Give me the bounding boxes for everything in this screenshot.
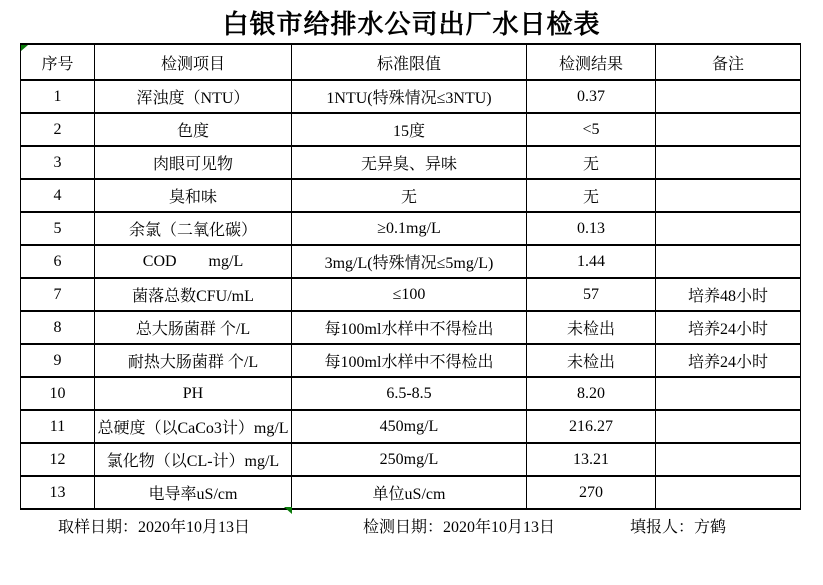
cell-result[interactable]: 13.21 — [527, 443, 656, 476]
column-header[interactable]: 检测结果 — [527, 44, 656, 80]
sampling-date-text: 取样日期：2020年10月13日 — [58, 519, 251, 536]
cell-note[interactable]: 培养24小时 — [656, 344, 801, 377]
cell-note[interactable] — [656, 80, 801, 113]
footer — [0, 514, 823, 536]
cell-serial[interactable]: 5 — [21, 212, 95, 245]
table-row — [21, 278, 801, 311]
cell-limit[interactable]: 450mg/L — [292, 410, 527, 443]
table-row — [21, 443, 801, 476]
cell-result[interactable]: 0.37 — [527, 80, 656, 113]
cell-result[interactable]: 8.20 — [527, 377, 656, 410]
cell-limit[interactable]: ≤100 — [292, 278, 527, 311]
cell-result[interactable]: 57 — [527, 278, 656, 311]
table-row — [21, 476, 801, 509]
cell-item[interactable]: 菌落总数CFU/mL — [95, 278, 292, 311]
cell-item[interactable]: 色度 — [95, 113, 292, 146]
test-date-text: 检测日期：2020年10月13日 — [363, 519, 556, 536]
cell-limit[interactable]: 15度 — [292, 113, 527, 146]
cell-item[interactable]: 电导率uS/cm — [95, 476, 292, 509]
reporter-text: 填报人：方鹤 — [630, 519, 727, 536]
column-header[interactable]: 序号 — [21, 44, 95, 80]
column-header[interactable]: 标准限值 — [292, 44, 527, 80]
cell-note[interactable] — [656, 113, 801, 146]
cell-serial[interactable]: 13 — [21, 476, 95, 509]
cell-limit[interactable]: 无 — [292, 179, 527, 212]
cell-serial[interactable]: 11 — [21, 410, 95, 443]
page-title: 白银市给排水公司出厂水日检表 — [222, 9, 601, 39]
cell-result[interactable]: 216.27 — [527, 410, 656, 443]
table-row — [21, 113, 801, 146]
cell-item[interactable]: 耐热大肠菌群 个/L — [95, 344, 292, 377]
cell-result[interactable]: 无 — [527, 179, 656, 212]
cell-result[interactable]: 未检出 — [527, 311, 656, 344]
cell-limit[interactable]: 1NTU(特殊情况≤3NTU) — [292, 80, 527, 113]
cell-serial[interactable]: 7 — [21, 278, 95, 311]
cell-limit[interactable]: 单位uS/cm — [292, 476, 527, 509]
table-row — [21, 344, 801, 377]
table-row — [21, 212, 801, 245]
cell-result[interactable]: <5 — [527, 113, 656, 146]
cell-note[interactable] — [656, 212, 801, 245]
cell-item[interactable]: PH — [95, 377, 292, 410]
cell-note[interactable] — [656, 410, 801, 443]
cell-limit[interactable]: 每100ml水样中不得检出 — [292, 311, 527, 344]
excel-marker-triangle-icon — [284, 507, 292, 514]
cell-serial[interactable]: 10 — [21, 377, 95, 410]
cell-item[interactable]: 浑浊度（NTU） — [95, 80, 292, 113]
table-row — [21, 80, 801, 113]
cell-item[interactable]: 总硬度（以CaCo3计）mg/L — [95, 410, 292, 443]
cell-limit[interactable]: 无异臭、异味 — [292, 146, 527, 179]
cell-result[interactable]: 无 — [527, 146, 656, 179]
column-header[interactable]: 备注 — [656, 44, 801, 80]
cell-limit[interactable]: 6.5-8.5 — [292, 377, 527, 410]
cell-note[interactable]: 培养24小时 — [656, 311, 801, 344]
inspection-table — [20, 43, 801, 510]
table-row — [21, 146, 801, 179]
cell-note[interactable] — [656, 476, 801, 509]
cell-serial[interactable]: 8 — [21, 311, 95, 344]
cell-serial[interactable]: 4 — [21, 179, 95, 212]
table-row — [21, 311, 801, 344]
cell-item[interactable]: 臭和味 — [95, 179, 292, 212]
cell-serial[interactable]: 12 — [21, 443, 95, 476]
cell-serial[interactable]: 2 — [21, 113, 95, 146]
cell-note[interactable] — [656, 146, 801, 179]
cell-limit[interactable]: 每100ml水样中不得检出 — [292, 344, 527, 377]
cell-result[interactable]: 270 — [527, 476, 656, 509]
cell-note[interactable] — [656, 377, 801, 410]
cell-serial[interactable]: 6 — [21, 245, 95, 278]
cell-note[interactable] — [656, 245, 801, 278]
cell-item[interactable]: 氯化物（以CL-计）mg/L — [95, 443, 292, 476]
table-row — [21, 377, 801, 410]
cell-item[interactable]: 余氯（二氧化碳） — [95, 212, 292, 245]
excel-error-triangle-icon — [21, 45, 28, 51]
cell-note[interactable] — [656, 443, 801, 476]
cell-result[interactable]: 1.44 — [527, 245, 656, 278]
cell-item[interactable]: 肉眼可见物 — [95, 146, 292, 179]
cell-serial[interactable]: 9 — [21, 344, 95, 377]
cell-item[interactable]: 总大肠菌群 个/L — [95, 311, 292, 344]
cell-limit[interactable]: 250mg/L — [292, 443, 527, 476]
cell-limit[interactable]: ≥0.1mg/L — [292, 212, 527, 245]
cell-note[interactable]: 培养48小时 — [656, 278, 801, 311]
table-row — [21, 245, 801, 278]
cell-serial[interactable]: 1 — [21, 80, 95, 113]
header-row — [21, 44, 801, 80]
cell-result[interactable]: 未检出 — [527, 344, 656, 377]
table-row — [21, 410, 801, 443]
cell-limit[interactable]: 3mg/L(特殊情况≤5mg/L) — [292, 245, 527, 278]
column-header[interactable]: 检测项目 — [95, 44, 292, 80]
cell-result[interactable]: 0.13 — [527, 212, 656, 245]
cell-note[interactable] — [656, 179, 801, 212]
cell-item[interactable]: COD mg/L — [95, 245, 292, 278]
cell-serial[interactable]: 3 — [21, 146, 95, 179]
table-row — [21, 179, 801, 212]
